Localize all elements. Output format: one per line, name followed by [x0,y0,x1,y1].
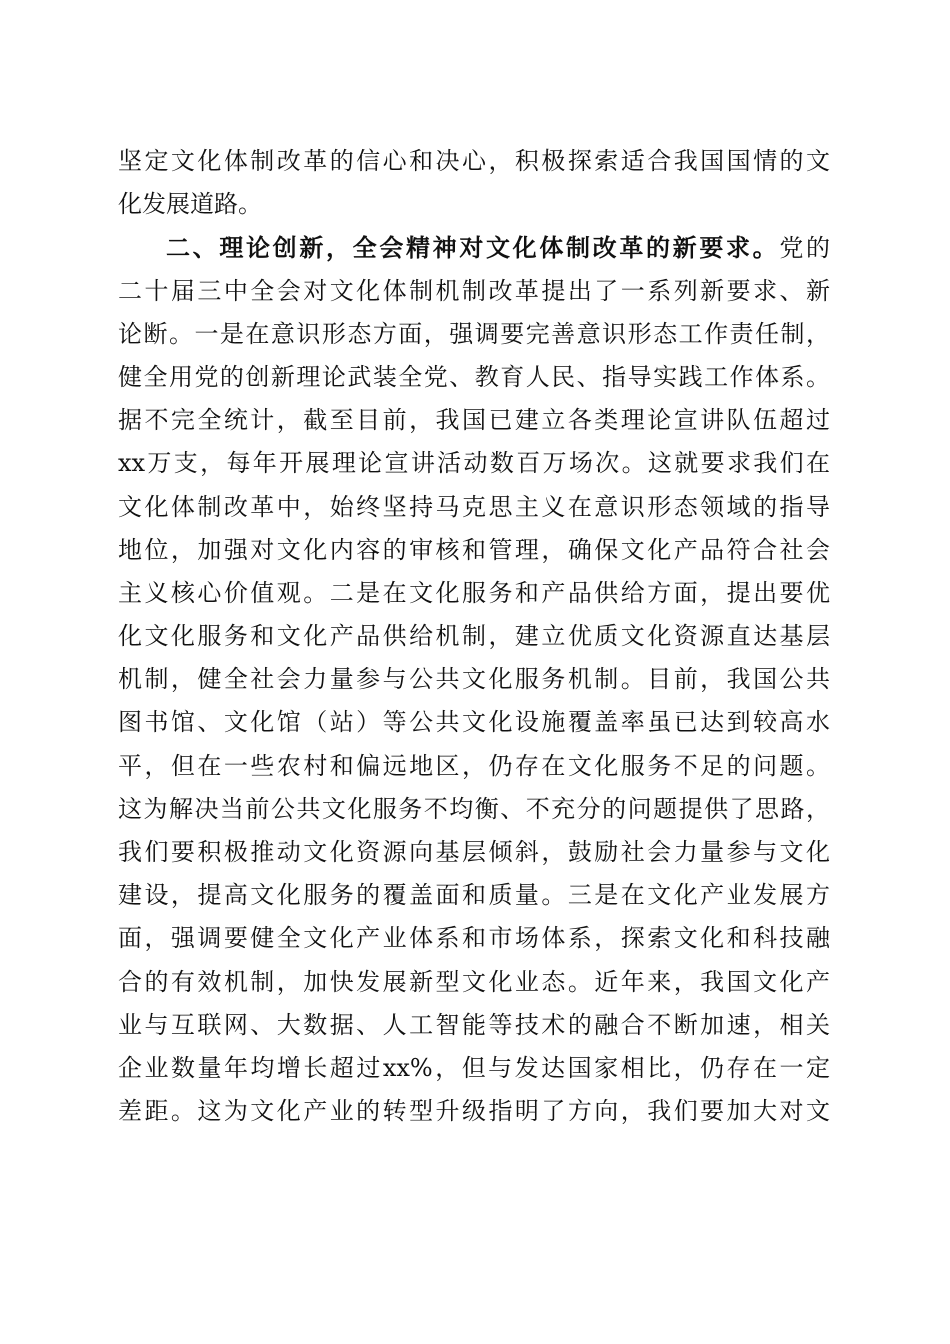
text-line: xx万支，每年开展理论宣讲活动数百万场次。这就要求我们在 [118,449,830,478]
text-line: 业与互联网、大数据、人工智能等技术的融合不断加速，相关 [118,1010,830,1039]
document-body [118,140,830,1133]
text-line: 健全用党的创新理论武装全党、教育人民、指导实践工作体系。 [118,362,830,391]
text-line: 建设，提高文化服务的覆盖面和质量。三是在文化产业发展方 [118,881,830,910]
text-line: 坚定文化体制改革的信心和决心，积极探索适合我国国情的文 [118,147,830,175]
text-line: 主义核心价值观。二是在文化服务和产品供给方面，提出要优 [118,578,830,607]
text-line: 文化体制改革中，始终坚持马克思主义在意识形态领域的指导 [118,492,830,521]
paragraph-1 [118,140,830,226]
text-line: 化发展道路。 [118,190,262,219]
text-line: 图书馆、文化馆（站）等公共文化设施覆盖率虽已达到较高水 [118,708,830,737]
text-line: 面，强调要健全文化产业体系和市场体系，探索文化和科技融 [118,924,830,953]
text-line: 论断。一是在意识形态方面，强调要完善意识形态工作责任制， [118,319,830,348]
section-heading: 二、理论创新，全会精神对文化体制改革的新要求。 [166,233,780,263]
text-line: 这为解决当前公共文化服务不均衡、不充分的问题提供了思路， [118,794,830,823]
text-line: 差距。这为文化产业的转型升级指明了方向，我们要加大对文 [118,1097,830,1126]
text-line: 化文化服务和文化产品供给机制，建立优质文化资源直达基层 [118,622,830,651]
text-line: 我们要积极推动文化资源向基层倾斜，鼓励社会力量参与文化 [118,838,830,866]
text-line: 机制，健全社会力量参与公共文化服务机制。目前，我国公共 [118,665,830,694]
text-line: 平，但在一些农村和偏远地区，仍存在文化服务不足的问题。 [118,751,830,780]
text-line [118,226,830,269]
heading-continuation: 党的 [779,234,831,263]
text-line: 二十届三中全会对文化体制机制改革提出了一系列新要求、新 [118,276,830,305]
text-line: 据不完全统计，截至目前，我国已建立各类理论宣讲队伍超过 [118,406,830,435]
text-line: 合的有效机制，加快发展新型文化业态。近年来，我国文化产 [118,967,830,996]
text-line: 地位，加强对文化内容的审核和管理，确保文化产品符合社会 [118,535,830,564]
paragraph-2 [118,226,830,1133]
text-line: 企业数量年均增长超过xx%，但与发达国家相比，仍存在一定 [118,1053,830,1082]
